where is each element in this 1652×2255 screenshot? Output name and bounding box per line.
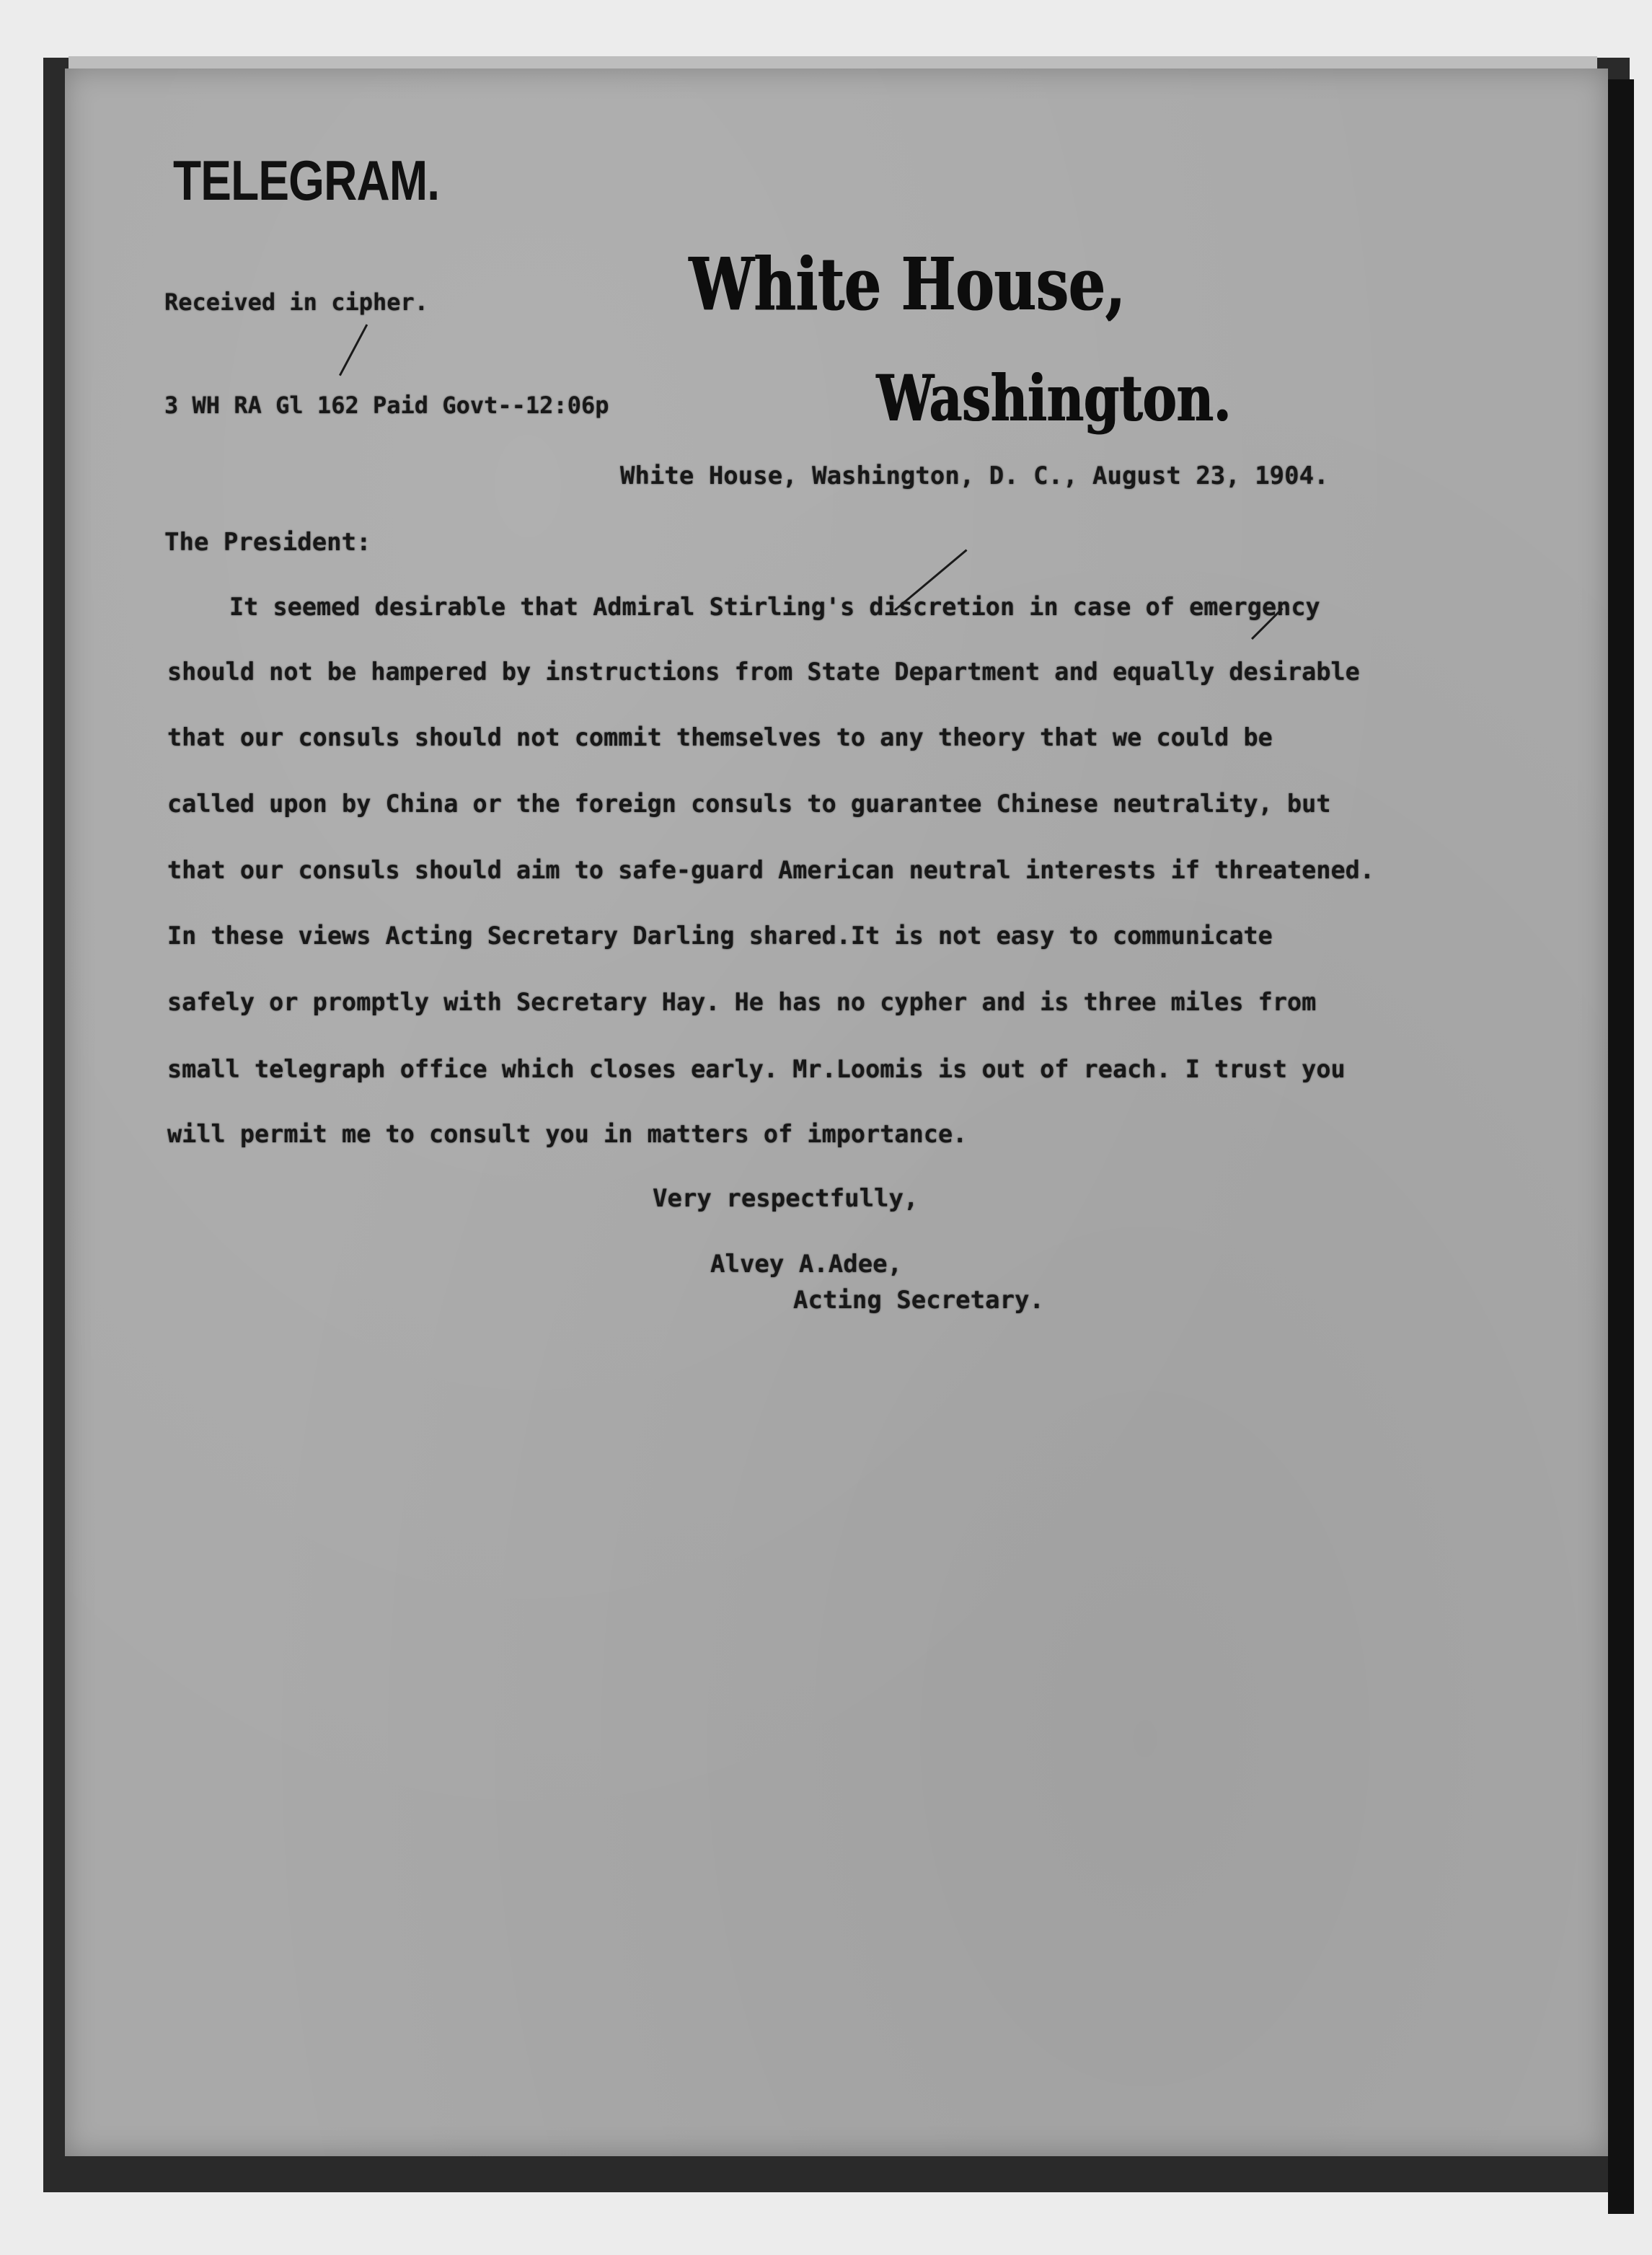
body-line-2: should not be hampered by instructions from State Department and equally desirable bbox=[167, 658, 1360, 686]
body-line-9: will permit me to consult you in matters of importance. bbox=[167, 1120, 968, 1148]
signature-name: Alvey A.Adee, bbox=[710, 1250, 903, 1279]
closing: Very respectfully, bbox=[653, 1184, 919, 1213]
letterhead-white-house: White House, bbox=[689, 242, 1125, 327]
body-line-6: In these views Acting Secretary Darling shared.It is not easy to communicate bbox=[167, 922, 1273, 950]
body-line-5: that our consuls should aim to safe-guard American neutral interests if threatened. bbox=[167, 856, 1375, 884]
body-line-4: called upon by China or the foreign consuls to guarantee Chinese neutrality, but bbox=[167, 790, 1331, 818]
telegram-sheet bbox=[65, 69, 1608, 2156]
telegram-heading: TELEGRAM. bbox=[173, 149, 440, 212]
salutation: The President: bbox=[164, 528, 371, 557]
code-line: 3 WH RA Gl 162 Paid Govt--12:06p bbox=[164, 392, 609, 419]
body-line-7: safely or promptly with Secretary Hay. He has no cypher and is three miles from bbox=[167, 988, 1317, 1016]
received-note: Received in cipher. bbox=[164, 288, 429, 316]
body-line-1: It seemed desirable that Admiral Stirling's discretion in case of emergency bbox=[229, 593, 1320, 621]
body-line-8: small telegraph office which closes early. Mr.Loomis is out of reach. I trust you bbox=[167, 1055, 1346, 1083]
signature-title: Acting Secretary. bbox=[793, 1286, 1044, 1315]
dateline: White House, Washington, D. C., August 23, 1904. bbox=[620, 462, 1329, 490]
letterhead-washington: Washington. bbox=[876, 361, 1231, 436]
body-line-3: that our consuls should not commit themselves to any theory that we could be bbox=[167, 723, 1273, 751]
photo-backing-edge bbox=[1608, 79, 1634, 2214]
